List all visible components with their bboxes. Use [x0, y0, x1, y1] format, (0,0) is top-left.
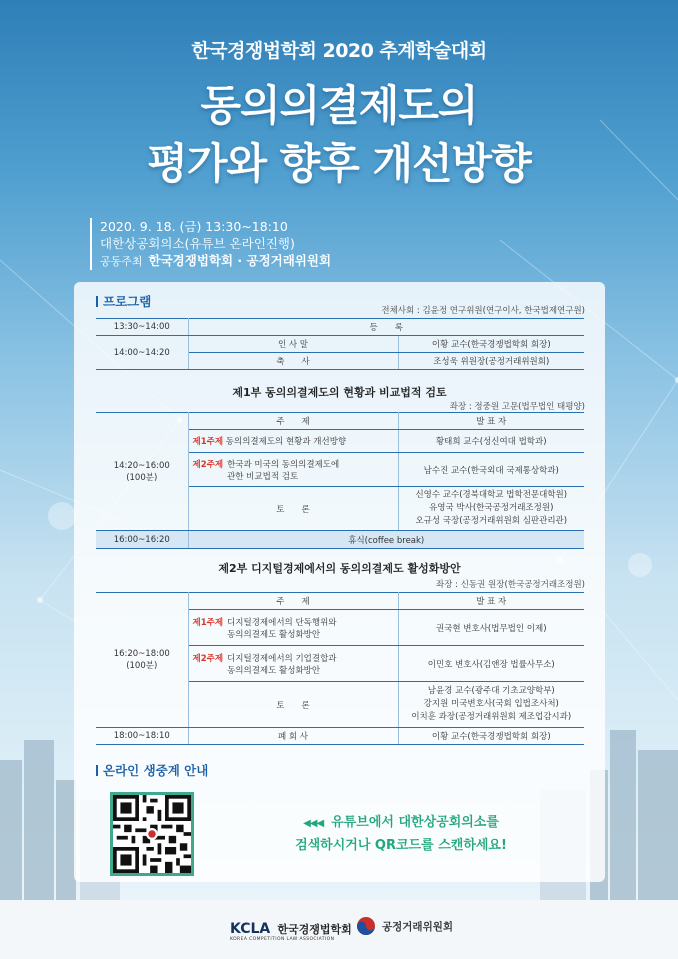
closing-presenter: 이황 교수(한국경쟁법학회 회장)	[398, 728, 584, 745]
part1-theme2-presenter: 남수진 교수(한국외대 국제통상학과)	[398, 453, 584, 487]
greeting-presenter: 이황 교수(한국경쟁법학회 회장)	[398, 336, 584, 353]
part2-theme2-presenter: 이민호 변호사(김앤장 법률사무소)	[398, 646, 584, 682]
event-venue: 대한상공회의소(유튜브 온라인진행)	[100, 236, 295, 251]
theme-title-line: 디지털경제에서의 기업결합과	[227, 653, 337, 664]
part1-table	[96, 412, 584, 549]
kcla-sub: KOREA COMPETITION LAW ASSOCIATION	[230, 937, 335, 942]
title-line-2: 평가와 향후 개선방향	[147, 139, 531, 188]
theme-label: 제2주제	[192, 653, 224, 664]
cta-line-1	[236, 812, 566, 835]
discussant: 유영국 박사(한국공정거래조정원)	[429, 503, 554, 513]
part2-title: 제2부 디지털경제에서의 동의의결제도 활성화방안	[218, 562, 461, 575]
theme-label: 제2주제	[192, 459, 224, 470]
closing-label: 폐 회 사	[188, 728, 398, 745]
discussant: 남윤경 교수(광주대 기초교양학부)	[427, 686, 555, 696]
qr-code[interactable]	[110, 792, 194, 876]
theme-title-line: 디지털경제에서의 단독행위와	[227, 617, 337, 628]
part1-discussants	[398, 487, 584, 531]
mail-icon	[628, 553, 652, 577]
theme-column-header: 주 제	[188, 593, 398, 610]
closing-time: 18:00~18:10	[96, 728, 188, 745]
discussant: 강지원 미국변호사(국회 입법조사처)	[423, 699, 559, 709]
event-hosts	[100, 252, 331, 270]
kcla-logo	[230, 918, 352, 942]
qr-code-icon	[113, 795, 191, 873]
part2-theme1	[188, 610, 398, 646]
program-panel	[74, 282, 605, 882]
table-row	[96, 531, 584, 549]
part1-chair: 좌장 : 정중원 고문(법무법인 태평양)	[449, 402, 585, 412]
theme-title	[227, 616, 336, 640]
discussion-label: 토 론	[188, 487, 398, 531]
part2-time: 16:20~18:00	[113, 649, 170, 659]
theme-title: 동의의결제도의 현황과 개선방향	[225, 437, 347, 447]
part1-title: 제1부 동의의결제도의 현황과 비교법적 검토	[232, 386, 447, 399]
header	[0, 36, 678, 193]
taegeuk-icon	[356, 916, 376, 936]
kcla-en: KCLA	[230, 921, 271, 937]
discussant: 신영수 교수(경북대학교 법학전문대학원)	[415, 490, 568, 500]
part1-duration: (100분)	[126, 472, 158, 483]
cta-text-1: 유튜브에서 대한상공회의소를	[331, 815, 499, 830]
program-heading: 프로그램	[96, 292, 151, 310]
table-row	[96, 728, 584, 745]
time-cell: 14:00~14:20	[96, 336, 188, 370]
overall-moderator: 전체사회 : 김윤정 연구위원(연구이사, 한국법제연구원)	[381, 306, 585, 316]
theme-title	[227, 458, 339, 482]
part2-duration: (100분)	[126, 661, 158, 671]
discussion-label: 토 론	[188, 682, 398, 728]
event-date: 2020. 9. 18. (금) 13:30~18:10	[100, 219, 288, 234]
part1-time: 14:20~16:00	[113, 460, 170, 471]
kcla-ko: 한국경쟁법학회	[277, 923, 352, 936]
theme2-layout	[193, 458, 340, 482]
triangle-arrows-icon: ◀◀◀	[303, 818, 324, 829]
title-line-1: 동의의결제도의	[200, 81, 478, 130]
part1-time-cell	[96, 413, 188, 531]
registration-cell: 등 록	[188, 319, 584, 336]
break-time: 16:00~16:20	[96, 531, 188, 549]
presenter-column-header: 발 표 자	[398, 413, 584, 430]
ftc-logo	[356, 916, 453, 936]
discussant: 이치훈 과장(공정거래위원회 제조업감시과)	[411, 712, 572, 722]
part1-theme1-presenter: 황태희 교수(성신여대 법학과)	[398, 430, 584, 453]
theme-column-header: 주 제	[188, 413, 398, 430]
theme-title-line: 한국과 미국의 동의의결제도에	[227, 459, 340, 470]
part1-theme1	[188, 430, 398, 453]
part2-theme2	[188, 646, 398, 682]
online-heading-text: 온라인 생중계 안내	[103, 763, 209, 778]
congrats-presenter: 조성욱 위원장(공정거래위원회)	[398, 353, 584, 370]
break-label: 휴식(coffee break)	[188, 531, 584, 549]
online-cta	[236, 812, 566, 857]
discussant: 오규성 국장(공정거래위원회 심판관리관)	[415, 516, 568, 526]
part2-discussants	[398, 682, 584, 728]
host-label: 공동주최	[100, 255, 143, 268]
theme-label: 제1주제	[192, 437, 224, 447]
part2-table	[96, 592, 584, 745]
theme1-layout	[193, 616, 337, 640]
presenter-column-header: 발 표 자	[398, 593, 584, 610]
theme-title	[227, 652, 336, 676]
conference-subtitle: 한국경쟁법학회 2020 추계학술대회	[191, 40, 487, 62]
theme2-layout	[193, 652, 337, 676]
opening-table	[96, 318, 584, 370]
host-names: 한국경쟁법학회 · 공정거래위원회	[148, 253, 332, 268]
table-row	[96, 593, 584, 610]
theme-title-line: 관한 비교법적 검토	[227, 471, 299, 482]
ftc-name: 공정거래위원회	[382, 920, 454, 933]
part2-theme1-presenter: 권국현 변호사(법무법인 이제)	[398, 610, 584, 646]
theme-title-line: 동의의결제도 활성화방안	[227, 665, 321, 676]
congrats-cell: 축 사	[188, 353, 398, 370]
cta-line-2: 검색하시거나 QR코드를 스캔하세요!	[295, 838, 507, 853]
part2-chair: 좌장 : 신동권 원장(한국공정거래조정원)	[436, 580, 585, 590]
theme-title-line: 동의의결제도 활성화방안	[227, 629, 321, 640]
time-cell: 13:30~14:00	[96, 319, 188, 336]
table-row	[96, 413, 584, 430]
table-row	[96, 319, 584, 336]
event-info	[90, 218, 331, 270]
online-heading	[96, 761, 208, 779]
share-icon	[48, 502, 76, 530]
part1-theme2	[188, 453, 398, 487]
footer	[0, 900, 678, 959]
table-row	[96, 336, 584, 353]
greeting-cell: 인 사 말	[188, 336, 398, 353]
theme-label: 제1주제	[192, 617, 224, 628]
part2-time-cell	[96, 593, 188, 728]
